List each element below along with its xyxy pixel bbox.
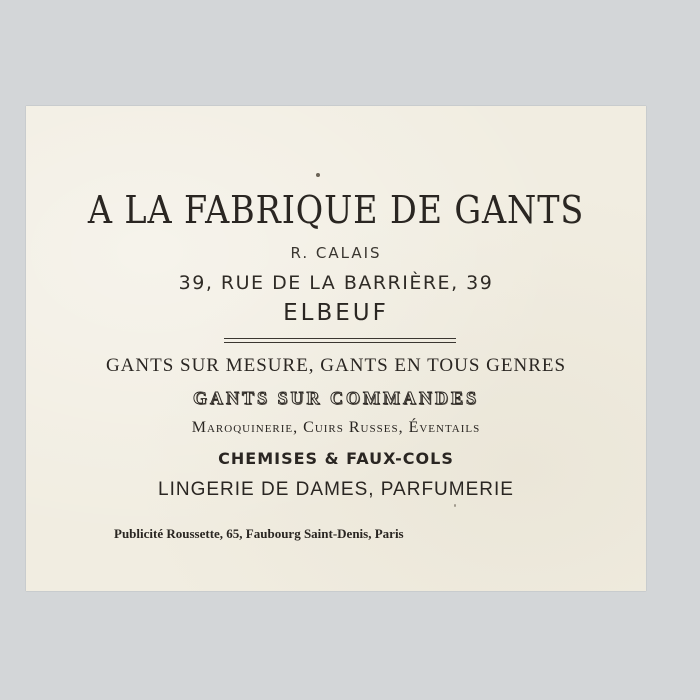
town-name: ELBEUF xyxy=(283,300,389,326)
divider-rule xyxy=(224,342,456,343)
lingerie-line: LINGERIE DE DAMES, PARFUMERIE xyxy=(158,479,514,500)
paper-speck xyxy=(454,504,456,507)
street-address: 39, RUE DE LA BARRIÈRE, 39 xyxy=(178,272,494,294)
shop-title: A LA FABRIQUE DE GANTS xyxy=(87,188,585,232)
divider-rule xyxy=(224,338,456,339)
printer-credit: Publicité Roussette, 65, Faubourg Saint-Denis, Paris xyxy=(114,526,404,541)
trade-card xyxy=(26,106,646,591)
leather-goods-line: Maroquinerie, Cuirs Russes, Éventails xyxy=(191,419,481,436)
proprietor-name: R. CALAIS xyxy=(290,244,382,262)
paper-speck xyxy=(316,173,320,177)
orders-line: GANTS SUR COMMANDES xyxy=(192,388,480,408)
services-line: GANTS SUR MESURE, GANTS EN TOUS GENRES xyxy=(105,355,567,376)
shirts-line: CHEMISES & FAUX-COLS xyxy=(218,449,454,468)
